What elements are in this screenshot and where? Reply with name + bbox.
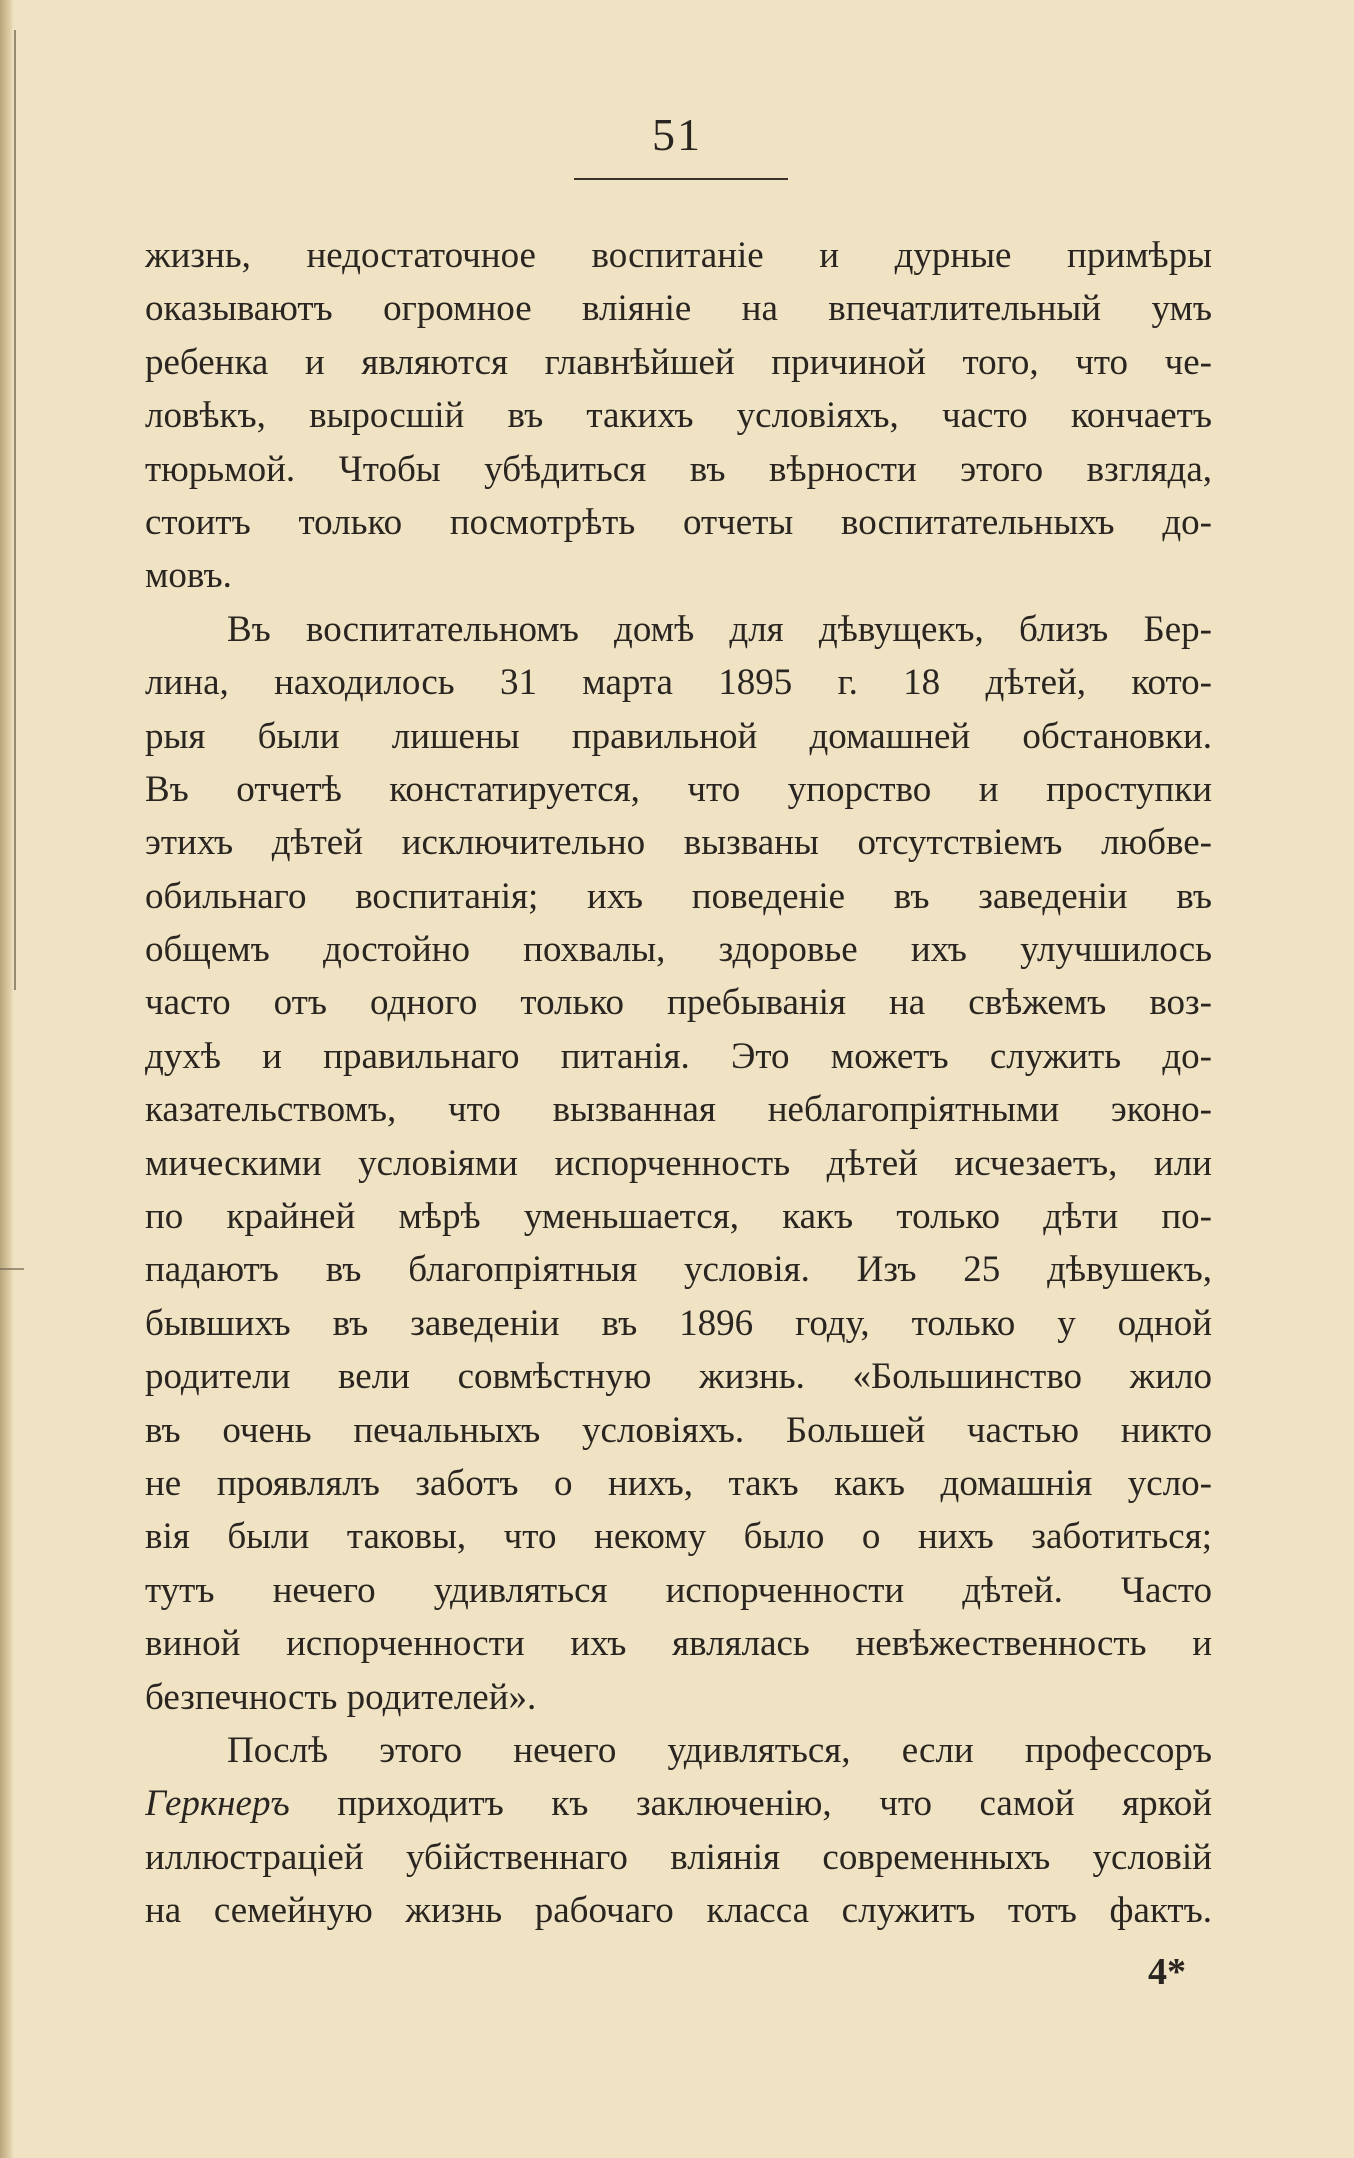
text-line-content: рыя были лишены правильной домашней обстановки. — [145, 715, 1212, 757]
text-line — [145, 496, 1212, 549]
text-line-content: общемъ достойно похвалы, здоровье ихъ улучшилось — [145, 929, 1212, 971]
text-line-content: мическими условіями испорченность дѣтей исчезаетъ, или — [145, 1142, 1212, 1184]
text-line — [145, 1243, 1212, 1296]
text-line-content: по крайней мѣрѣ уменьшается, какъ только дѣти по- — [145, 1196, 1212, 1238]
text-line — [145, 763, 1212, 816]
text-line — [145, 1884, 1212, 1937]
text-line-content: виной испорченности ихъ являлась невѣжественность и — [145, 1623, 1212, 1665]
text-line-content: оказываютъ огромное вліяніе на впечатлительный умъ — [145, 288, 1212, 330]
text-line-content: казательствомъ, что вызванная неблагопріятными эконо- — [145, 1089, 1212, 1131]
text-line — [145, 1350, 1212, 1403]
text-line — [145, 1190, 1212, 1243]
text-line — [145, 1404, 1212, 1457]
text-line — [145, 1617, 1212, 1670]
text-line-content: ребенка и являются главнѣйшей причиной того, что че- — [145, 341, 1212, 383]
text-line — [145, 603, 1212, 656]
text-line — [145, 1831, 1212, 1884]
text-line-content: тюрьмой. Чтобы убѣдиться въ вѣрности этого взгляда, — [145, 448, 1212, 490]
text-line-content: обильнаго воспитанія; ихъ поведеніе въ заведеніи въ — [145, 875, 1212, 917]
text-line — [145, 710, 1212, 763]
text-line-content: приходитъ къ заключенію, что самой яркой — [337, 1783, 1212, 1825]
text-line-content: иллюстраціей убійственнаго вліянія современныхъ условій — [145, 1836, 1212, 1878]
text-line-content: вія были таковы, что некому было о нихъ заботиться; — [145, 1516, 1212, 1558]
text-line — [145, 656, 1212, 709]
signature-mark: 4* — [1148, 1951, 1186, 1993]
text-line — [145, 443, 1212, 496]
text-line-content: мовъ. — [145, 555, 232, 597]
text-line — [145, 1297, 1212, 1350]
text-line-content: жизнь, недостаточное воспитаніе и дурные примѣры — [145, 235, 1212, 276]
text-line — [145, 1777, 1212, 1830]
text-line — [145, 1137, 1212, 1190]
page-edge-tick — [0, 1268, 24, 1270]
page-binding-edge — [0, 0, 14, 2158]
text-line-content: на семейную жизнь рабочаго класса служитъ тотъ фактъ. — [145, 1890, 1212, 1932]
text-line-content: падаютъ въ благопріятныя условія. Изъ 25 дѣвушекъ, — [145, 1249, 1212, 1291]
text-line-content: лина, находилось 31 марта 1895 г. 18 дѣтей, кото- — [145, 662, 1212, 704]
text-line-content: безпечность родителей». — [145, 1676, 537, 1718]
text-line — [145, 1083, 1212, 1136]
text-line — [145, 389, 1212, 442]
text-line-content: въ очень печальныхъ условіяхъ. Большей частью никто — [145, 1409, 1212, 1451]
text-line — [145, 282, 1212, 335]
page-number: 51 — [652, 109, 702, 160]
text-line — [145, 870, 1212, 923]
text-line — [145, 229, 1212, 282]
text-line — [145, 1724, 1212, 1777]
text-line — [145, 549, 1212, 602]
text-line — [145, 816, 1212, 869]
text-line-content: бывшихъ въ заведеніи въ 1896 году, только у одной — [145, 1302, 1212, 1344]
text-line-content: не проявлялъ заботъ о нихъ, такъ какъ домашнія усло- — [145, 1462, 1212, 1504]
header-rule — [574, 178, 788, 180]
italic-name: Геркнеръ — [145, 1783, 290, 1825]
text-line — [145, 1030, 1212, 1083]
body-text — [145, 229, 1212, 1938]
text-line-content: стоитъ только посмотрѣть отчеты воспитательныхъ до- — [145, 501, 1212, 543]
text-line-content: тутъ нечего удивляться испорченности дѣтей. Часто — [145, 1569, 1212, 1611]
text-line — [145, 1671, 1212, 1724]
text-line — [145, 1564, 1212, 1617]
text-line-content: ловѣкъ, выросшій въ такихъ условіяхъ, часто кончаетъ — [145, 395, 1212, 437]
text-line-content: этихъ дѣтей исключительно вызваны отсутствіемъ любве- — [145, 822, 1212, 864]
text-line-content: родители вели совмѣстную жизнь. «Большинство жило — [145, 1356, 1212, 1398]
text-line — [145, 1457, 1212, 1510]
text-line-content: духѣ и правильнаго питанія. Это можетъ служить до- — [145, 1035, 1212, 1077]
text-line-content: Въ отчетѣ констатируется, что упорство и проступки — [145, 768, 1212, 810]
text-line — [145, 923, 1212, 976]
text-line — [145, 1510, 1212, 1563]
text-line-content: Послѣ этого нечего удивляться, если профессоръ — [227, 1729, 1212, 1771]
text-line — [145, 976, 1212, 1029]
page-edge-line — [14, 30, 16, 990]
text-line-content: Въ воспитательномъ домѣ для дѣвущекъ, близъ Бер- — [227, 608, 1212, 650]
text-line-content: часто отъ одного только пребыванія на свѣжемъ воз- — [145, 982, 1212, 1024]
text-line — [145, 336, 1212, 389]
